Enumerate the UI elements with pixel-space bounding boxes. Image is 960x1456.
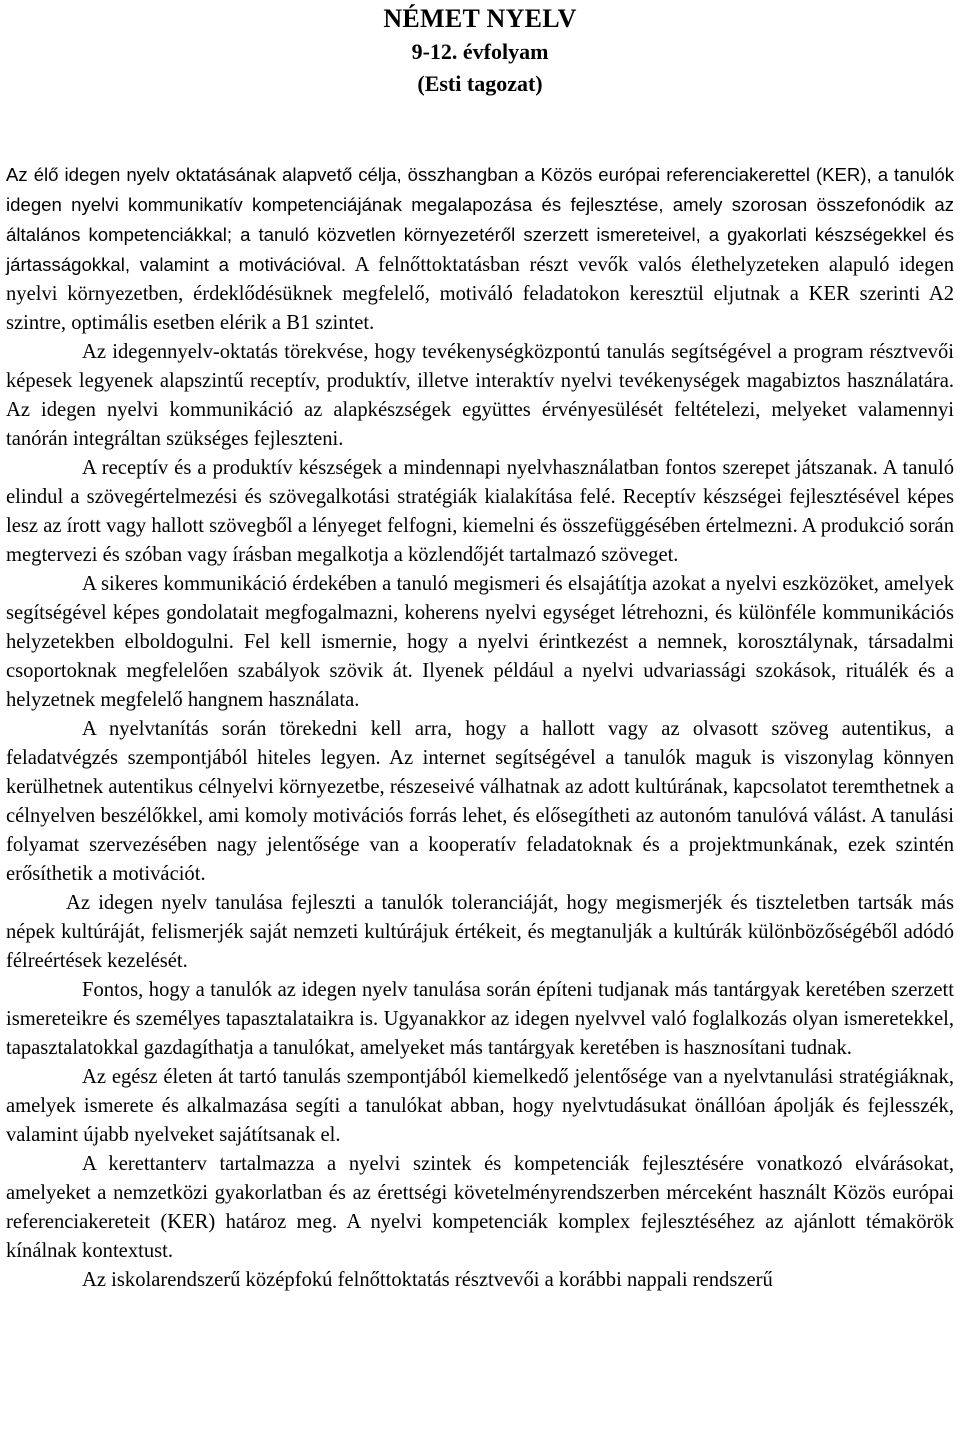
paragraph-8: Az egész életen át tartó tanulás szempontjából kiemelkedő jelentősége van a nyelvtanulási stratégiáknak, amelyek ismerete és alkalmazása segíti a tanulókat abban, hogy nyelvtudásukat önállóan ápolják és fejlesszék, valamint újabb nyelveket sajátítsanak el.	[6, 1066, 954, 1146]
paragraph-7: Fontos, hogy a tanulók az idegen nyelv tanulása során építeni tudjanak más tantárgyak keretében szerzett ismereteikre és személyes tapasztalataikra is. Ugyanakkor az idegen nyelvvel való foglalkozás olyan ismeretekkel, tapasztalatokkal gazdagíthatja a tanulókat, amelyeket más tantárgyak keretében is hasznosítani tudnak.	[6, 979, 954, 1059]
paragraph-10: Az iskolarendszerű középfokú felnőttoktatás résztvevői a korábbi nappali rendszerű	[82, 1269, 773, 1291]
paragraph-9: A kerettanterv tartalmazza a nyelvi szintek és kompetenciák fejlesztésére vonatkozó elvárásokat, amelyeket a nemzetközi gyakorlatban és az érettségi követelményrendszerben mérceként használt Közös európai referenciakereteit (KER) határoz meg. A nyelvi kompetenciák komplex fejlesztéséhez az ajánlott témakörök kínálnak kontextust.	[6, 1153, 954, 1262]
program-subtitle: (Esti tagozat)	[417, 71, 543, 96]
grade-subtitle: 9-12. évfolyam	[411, 39, 549, 64]
document-header	[6, 2, 954, 100]
paragraph-4: A sikeres kommunikáció érdekében a tanuló megismeri és elsajátítja azokat a nyelvi eszközöket, amelyek segítségével képes gondolatait megfogalmazni, koherens nyelvi egységet létrehozni, és különféle kommunikációs helyzetekben elboldogulni. Fel kell ismernie, hogy a nyelvi érintkezést a nemnek, korosztálynak, társadalmi csoportoknak megfelelően szabályok szövik át. Ilyenek például a nyelvi udvariassági szokások, rituálék és a helyzetnek megfelelő hangnem használata.	[6, 573, 954, 711]
paragraph-2: Az idegennyelv-oktatás törekvése, hogy tevékenységközpontú tanulás segítségével a program résztvevői képesek legyenek alapszintű receptív, produktív, illetve interaktív nyelvi tevékenységek magabiztos használatára. Az idegen nyelvi kommunikáció az alapkészségek együttes érvényesülését feltételezi, melyeket valamennyi tanórán integráltan szükséges fejleszteni.	[6, 341, 954, 450]
paragraph-1-serif-part: A felnőttoktatásban részt vevők valós élethelyzeteken alapuló idegen nyelvi környezetben, érdeklődésüknek megfelelő, motiváló feladatokon keresztül eljutnak a KER szerinti A2 szintre, optimális esetben elérik a B1 szintet.	[6, 254, 954, 334]
document-title: NÉMET NYELV	[383, 4, 577, 33]
paragraph-6: Az idegen nyelv tanulása fejleszti a tanulók toleranciáját, hogy megismerjék és tiszteletben tartsák más népek kultúráját, felismerjék saját nemzeti kultúrájuk értékeit, és megtanulják a kultúrák különbözőségéből adódó félreértések kezelését.	[6, 892, 954, 972]
paragraph-1-sans-part: Az élő idegen nyelv oktatásának alapvető célja, összhangban a Közös európai referenciakerettel (KER), a tanulók idegen nyelvi kommunikatív kompetenciájának megalapozása és fejlesztése, amely szorosan összefonódik az általános kompetenciákkal; a tanuló közvetlen környezetéről szerzett ismereteivel, a gyakorlati készségekkel és jártasságokkal, valamint a motivációval.	[6, 164, 954, 275]
document-body	[6, 160, 954, 1295]
paragraph-3: A receptív és a produktív készségek a mindennapi nyelvhasználatban fontos szerepet játszanak. A tanuló elindul a szövegértelmezési és szövegalkotási stratégiák kialakítása felé. Receptív készségei fejlesztésével képes lesz az írott vagy hallott szövegből a lényeget felfogni, kiemelni és összefüggésében értelmezni. A produkció során megtervezi és szóban vagy írásban megalkotja a közlendőjét tartalmazó szöveget.	[6, 457, 954, 566]
paragraph-1	[6, 160, 954, 338]
paragraph-5: A nyelvtanítás során törekedni kell arra, hogy a hallott vagy az olvasott szöveg autentikus, a feladatvégzés szempontjából hiteles legyen. Az internet segítségével a tanulók maguk is viszonylag könnyen kerülhetnek autentikus célnyelvi környezetbe, részeseivé válhatnak az adott kultúrának, kapcsolatot teremthetnek a célnyelven beszélőkkel, ami komoly motivációs forrás lehet, és elősegítheti az autonóm tanulóvá válást. A tanulási folyamat szervezésében nagy jelentősége van a kooperatív feladatoknak és a projektmunkának, ezek szintén erősíthetik a motivációt.	[6, 718, 954, 885]
